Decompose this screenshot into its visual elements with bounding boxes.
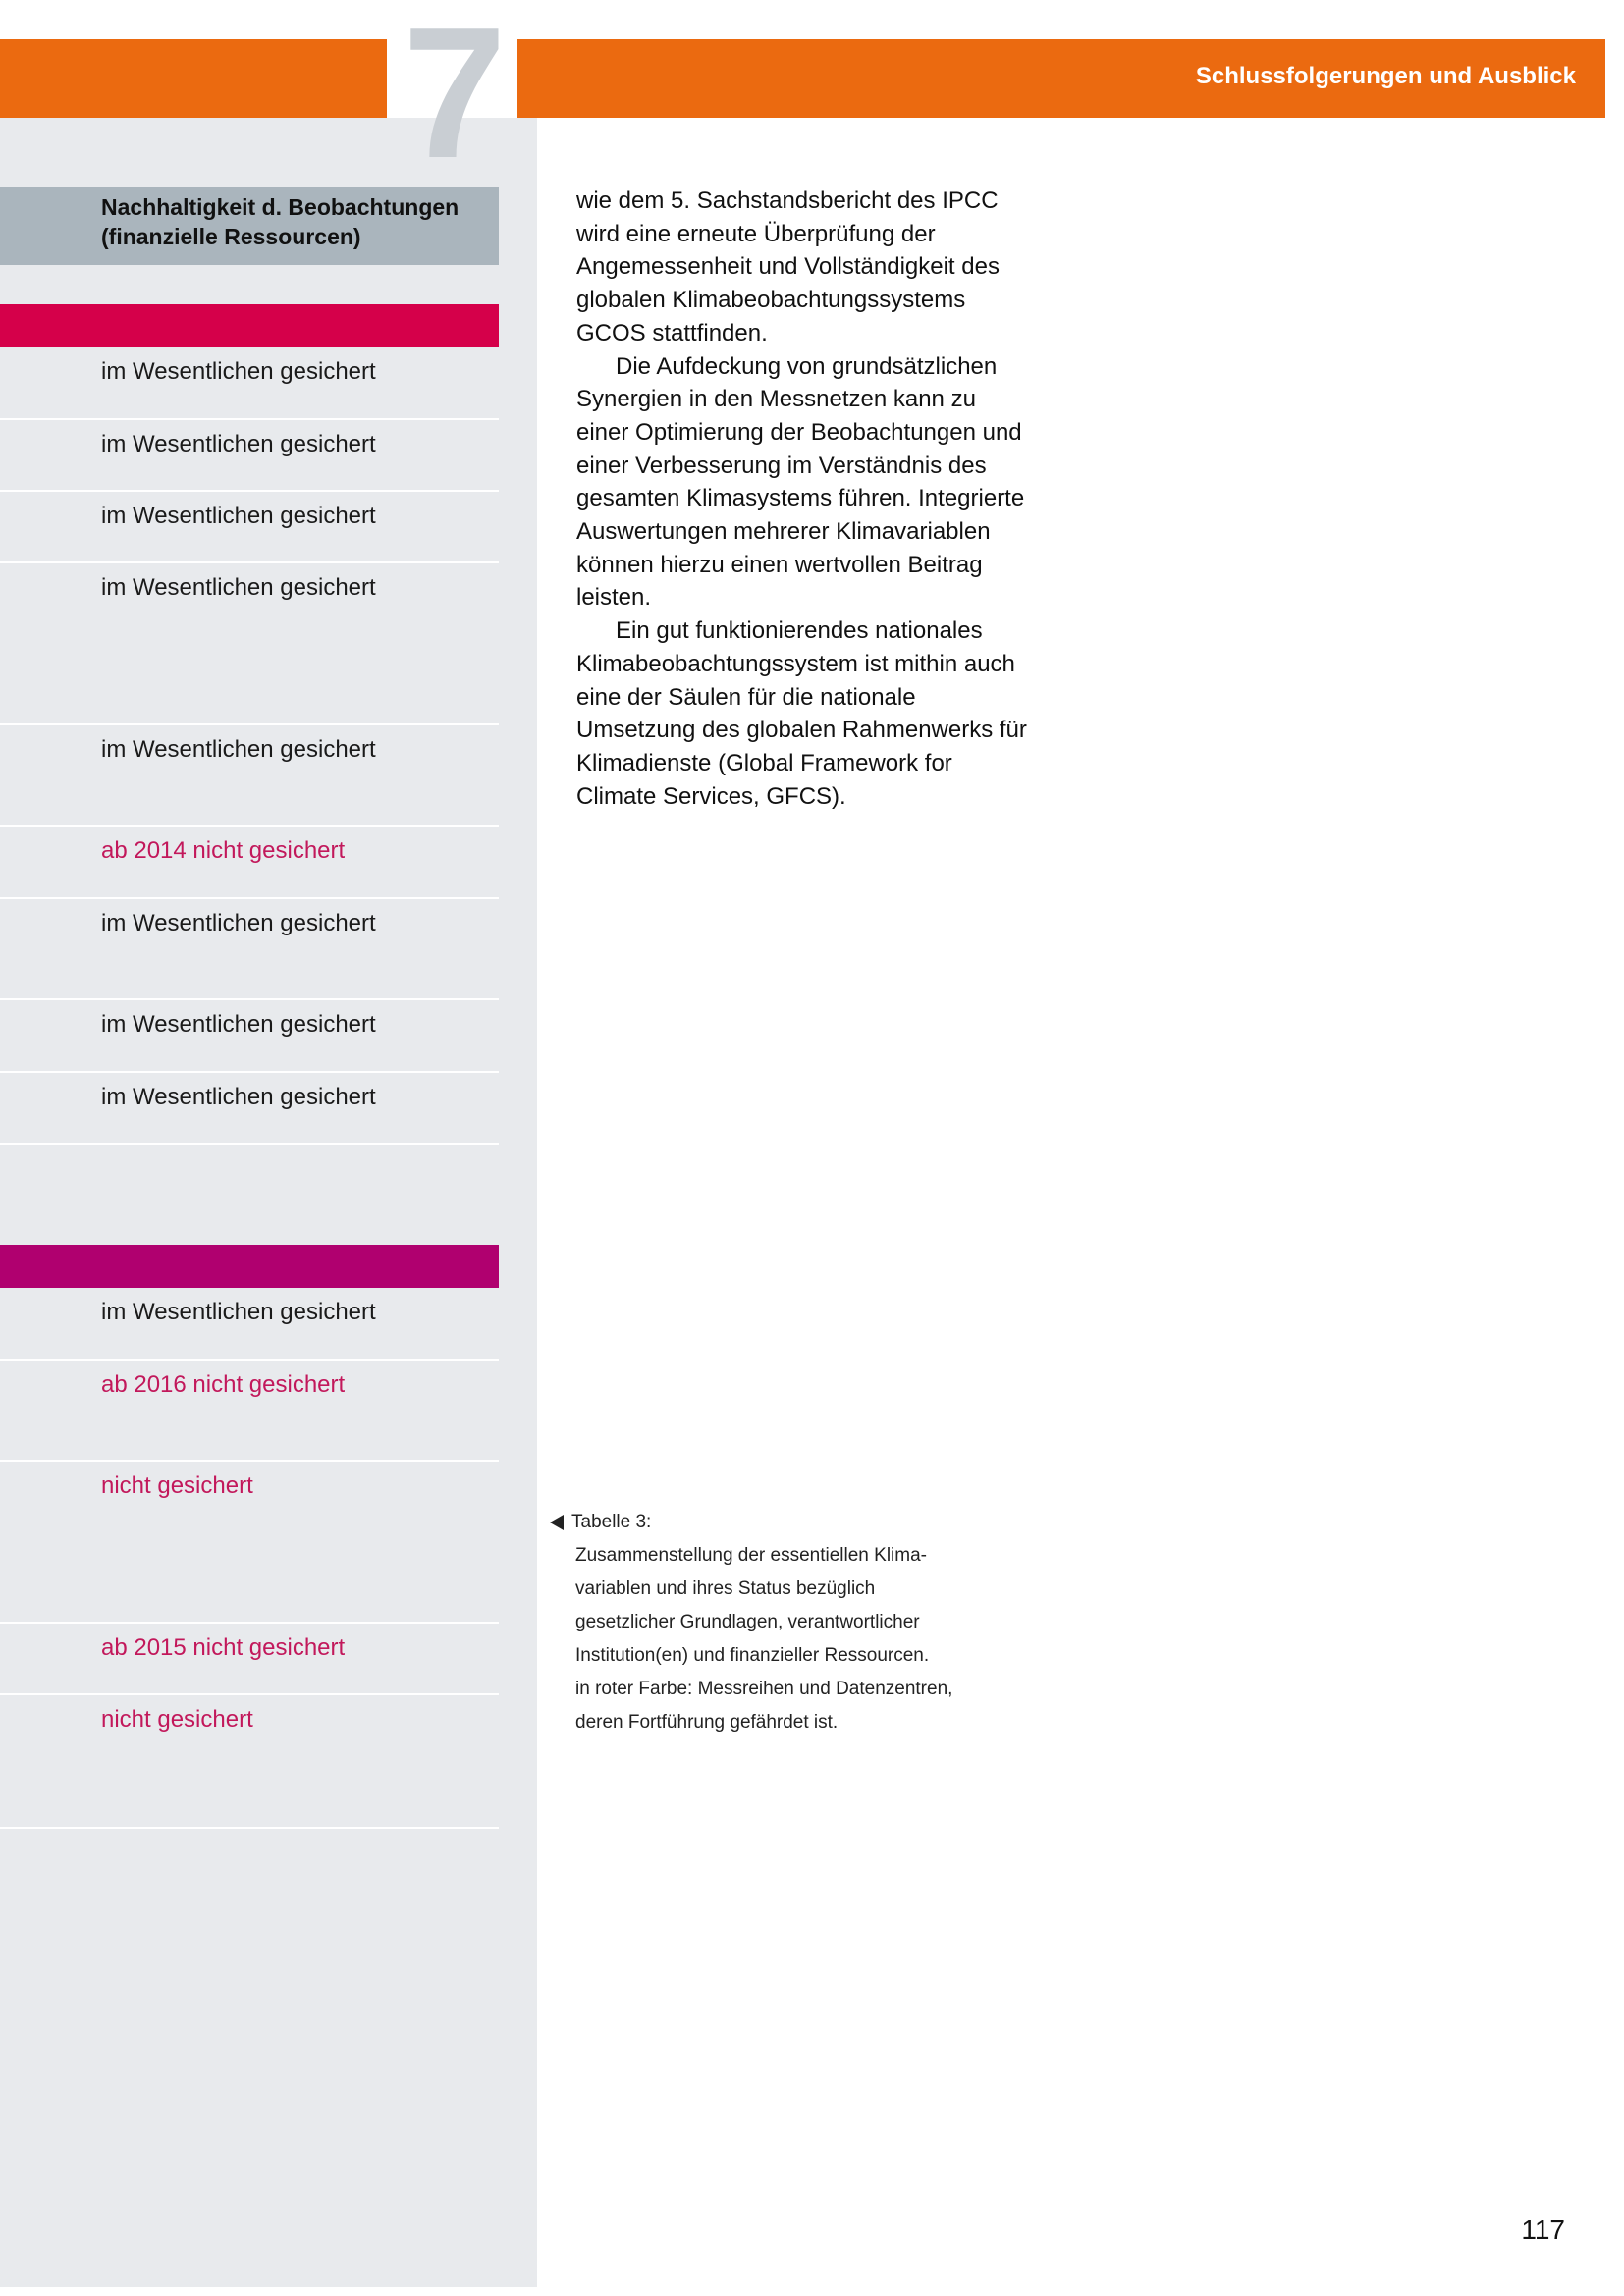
table-row: ab 2016 nicht gesichert: [0, 1361, 499, 1462]
group-color-bar: [0, 304, 499, 347]
column-header-line2: (finanzielle Ressourcen): [101, 224, 361, 249]
table-row: ab 2014 nicht gesichert: [0, 827, 499, 899]
paragraph: Ein gut funktionierendes nationales Klimabeobachtungssystem ist mithin auch eine der Säulen für die nationale Umsetzung des globalen Rahmenwerks für Klimadienste (Global Framework for Climate Services, GFCS).: [576, 617, 1027, 810]
caption-line: deren Fortführung gefährdet ist.: [575, 1712, 839, 1733]
caption-line: variablen und ihres Status bezüglich: [575, 1578, 876, 1599]
paragraph: Die Aufdeckung von grundsätzlichen Synergien in den Messnetzen kann zu einer Optimierung der Beobachtungen und einer Verbesserung im Verständnis des gesamten Klimasystems führen. Integrierte Auswertungen mehrerer Klimavariablen können hierzu einen wertvollen Beitrag leisten.: [576, 352, 1025, 612]
group-color-bar: [0, 1245, 499, 1288]
table-row: im Wesentlichen gesichert: [0, 492, 499, 563]
table-row: nicht gesichert: [0, 1695, 499, 1829]
chapter-title: Schlussfolgerungen und Ausblick: [1195, 63, 1576, 89]
caption-line: in roter Farbe: Messreihen und Datenzentren,: [575, 1679, 953, 1699]
arrow-left-icon: [550, 1515, 564, 1530]
header-bar-left: [0, 39, 387, 118]
body-text: [576, 185, 1028, 813]
table-row: im Wesentlichen gesichert: [0, 899, 499, 1000]
table-row: im Wesentlichen gesichert: [0, 1288, 499, 1361]
caption-line: Institution(en) und finanzieller Ressourcen.: [575, 1645, 930, 1666]
table-row: nicht gesichert: [0, 1462, 499, 1624]
page-number: 117: [1521, 2215, 1565, 2245]
chapter-number: 7: [403, 20, 507, 167]
table-row: im Wesentlichen gesichert: [0, 725, 499, 827]
table-row: im Wesentlichen gesichert: [0, 1073, 499, 1145]
column-header-line1: Nachhaltigkeit d. Beobachtungen: [101, 194, 460, 220]
table-row: im Wesentlichen gesichert: [0, 420, 499, 492]
caption-line: gesetzlicher Grundlagen, verantwortlicher: [575, 1612, 920, 1632]
paragraph: wie dem 5. Sachstandsbericht des IPCC wird eine erneute Überprüfung der Angemessenheit und Vollständigkeit des globalen Klimabeobachtungssystems GCOS stattfinden.: [576, 187, 1000, 347]
table-caption: [550, 1506, 1060, 1739]
table-row: im Wesentlichen gesichert: [0, 563, 499, 725]
header-bar: [517, 39, 1605, 118]
table-column-header: [0, 187, 499, 265]
table-row: im Wesentlichen gesichert: [0, 347, 499, 420]
table-row: ab 2015 nicht gesichert: [0, 1624, 499, 1695]
caption-title: Tabelle 3:: [571, 1512, 652, 1532]
caption-line: Zusammenstellung der essentiellen Klima-: [575, 1545, 927, 1566]
table-row: im Wesentlichen gesichert: [0, 1000, 499, 1073]
